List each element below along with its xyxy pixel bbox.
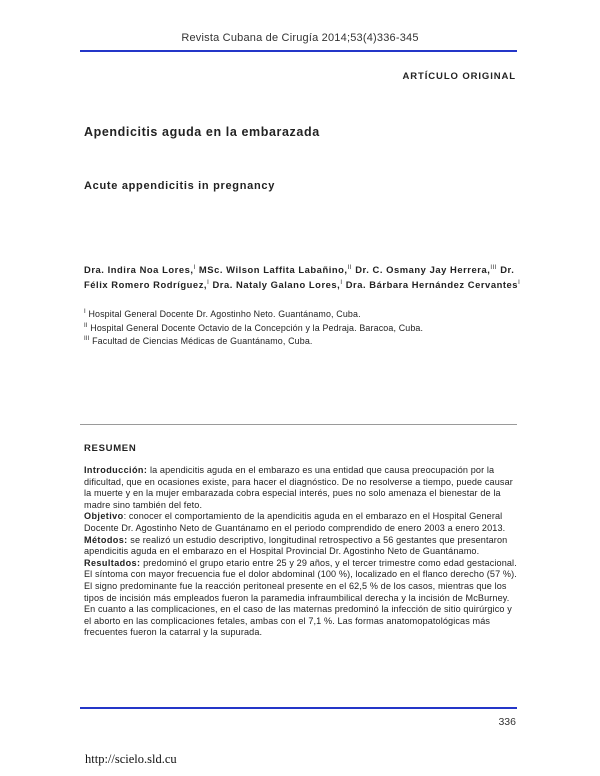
affiliation: $^{II}$ Hospital General Docente Octavio de la Concepción y la Pedraja. Baracoa, Cuba. xyxy=(84,322,424,333)
author: Dra. Indira Noa Lores,$^I$ xyxy=(84,264,196,275)
title-spanish: Apendicitis aguda en la embarazada xyxy=(84,125,320,139)
journal-citation: Revista Cubana de Cirugía 2014;53(4)336-345 xyxy=(181,32,419,44)
header-rule xyxy=(80,50,517,52)
author: MSc. Wilson Laffita Labañino,$^{II}$ xyxy=(198,264,353,275)
author: Dr. C. Osmany Jay Herrera,$^{III}$ xyxy=(355,264,498,275)
affiliation: $^I$ Hospital General Docente Dr. Agostinho Neto. Guantánamo, Cuba. xyxy=(84,309,361,319)
abstract-body xyxy=(84,465,518,639)
footer-url-link[interactable]: http://scielo.sld.cu xyxy=(85,752,177,766)
affiliation-list xyxy=(84,308,524,349)
page-number: 336 xyxy=(498,716,516,728)
abstract-heading: RESUMEN xyxy=(84,443,137,454)
author-list xyxy=(84,263,524,292)
author: Dr. Félix Romero Rodríguez,$^I$ xyxy=(84,264,515,290)
abstract-methods: Métodos: se realizó un estudio descriptivo, longitudinal retrospectivo a 56 gestantes que presentaron apendicitis aguda en el embarazo en el Hospital Provincial Dr. Agostinho Neto de Guantánamo. xyxy=(84,534,508,557)
abstract-results: Resultados: predominó el grupo etario entre 25 y 29 años, y el tercer trimestre como edad gestacional. El síntoma con mayor frecuencia fue el dolor abdominal (100 %), localizado en el flanco derecho (57 %). El signo predominante fue la reacción peritoneal presente en el 62,5 % de los casos, mientras que los tipos de incisión más empleados fueron la paramedia infraumbilical derecha y la incisión de McBurney. En cuanto a las complicaciones, en el caso de las maternas predominó la infección de sitio quirúrgico y el aborto en las complicaciones fetales, ambas con el 7,1 %. Las formas anatomopatológicas más frecuentes fueron la catarral y la supurada. xyxy=(84,557,517,638)
abstract-introduction: Introducción: la apendicitis aguda en el embarazo es una entidad que causa preocupación por la dificultad, que en ocasiones existe, para hacer el diagnóstico. De no resolverse a tiempo, puede causar la muerte y en la mujer embarazada cobra especial interés, pues no solo amenaza el bienestar de la madre sino también del feto. xyxy=(84,465,513,510)
footer-rule xyxy=(80,707,517,709)
abstract-objective: Objetivo: conocer el comportamiento de la apendicitis aguda en el embarazo en el Hospital General Docente Dr. Agostinho Neto de Guantánamo en el periodo comprendido de enero 2003 a enero 2013. xyxy=(84,511,506,533)
article-type-label: ARTÍCULO ORIGINAL xyxy=(402,71,516,82)
section-divider xyxy=(80,424,517,425)
affiliation: $^{III}$ Facultad de Ciencias Médicas de Guantánamo, Cuba. xyxy=(84,336,313,346)
title-english: Acute appendicitis in pregnancy xyxy=(84,180,276,192)
author: Dra. Bárbara Hernández Cervantes$^I$ xyxy=(345,278,521,290)
author: Dra. Nataly Galano Lores,$^I$ xyxy=(212,278,343,290)
